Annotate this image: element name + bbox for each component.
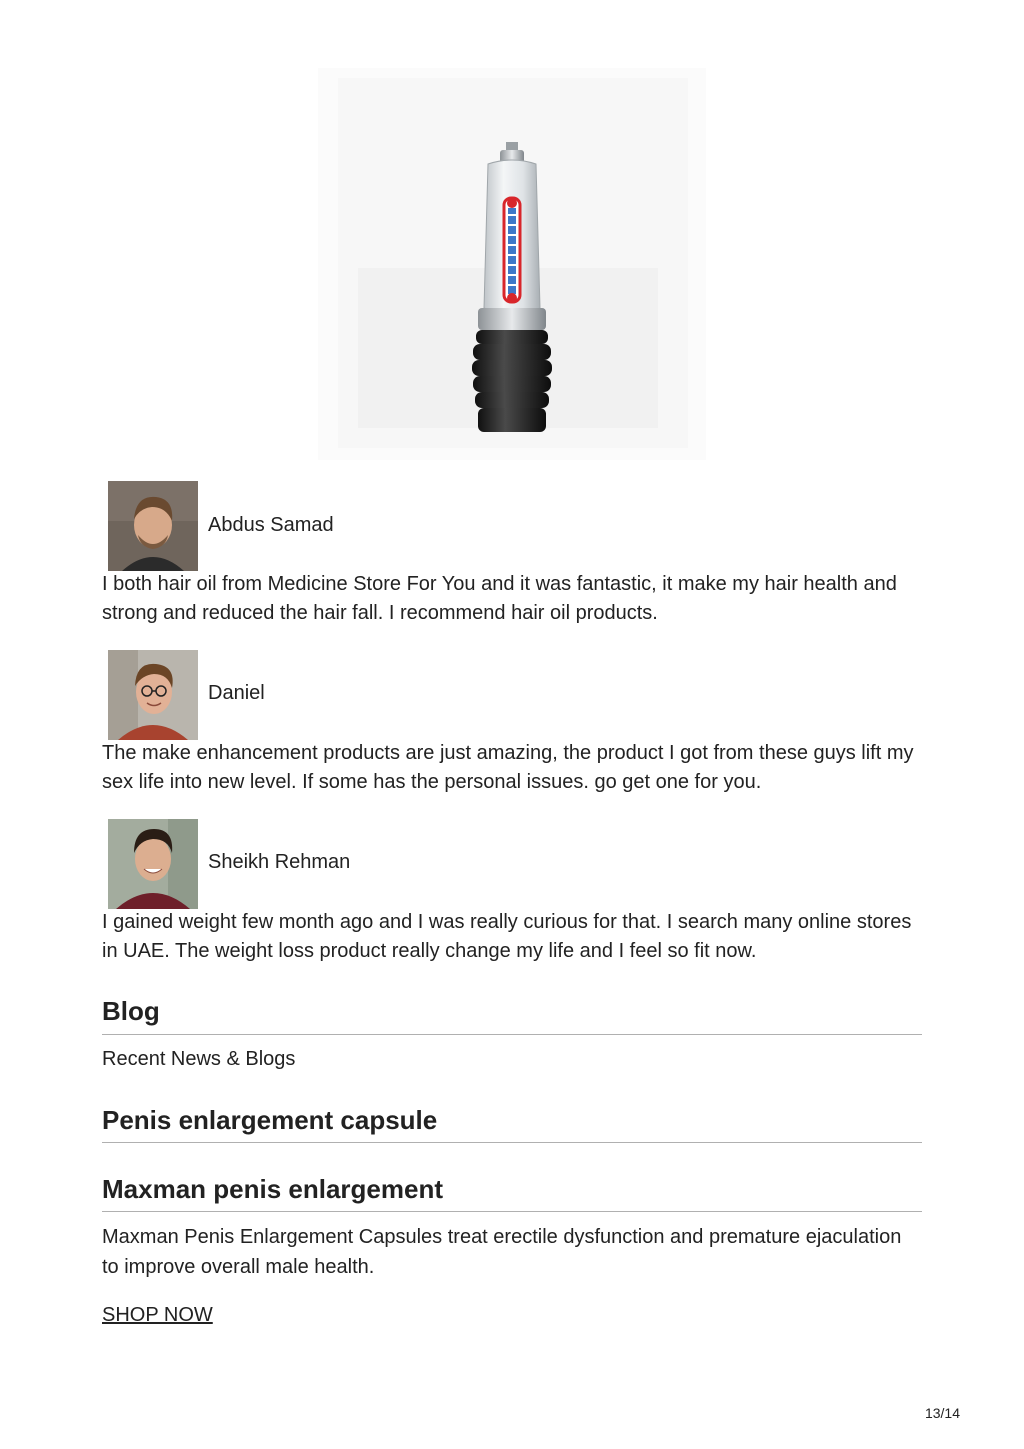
- product-title: Maxman penis enlargement: [102, 1174, 443, 1204]
- reviewer-avatar: [108, 650, 198, 740]
- page-number: 13/14: [924, 1405, 960, 1421]
- reviewer-avatar: [108, 481, 198, 571]
- avatar-photo-icon: [108, 650, 198, 740]
- reviewer-name: Abdus Samad: [208, 514, 334, 536]
- reviewer-avatar: [108, 819, 198, 909]
- divider: [102, 1142, 922, 1143]
- blog-heading: Blog: [102, 996, 160, 1026]
- post-title: Penis enlargement capsule: [102, 1105, 438, 1135]
- review-text: I both hair oil from Medicine Store For You and it was fantastic, it make my hair health and strong and reduced the hair fall. I recommend hair oil products.: [102, 573, 897, 624]
- divider: [102, 1034, 922, 1035]
- product-image: [318, 68, 706, 460]
- divider: [102, 1211, 922, 1212]
- avatar-photo-icon: [108, 819, 198, 909]
- product-description: Maxman Penis Enlargement Capsules treat erectile dysfunction and premature ejaculation to improve overall male health.: [102, 1226, 902, 1278]
- blog-subheading: Recent News & Blogs: [102, 1048, 296, 1070]
- review-text: The make enhancement products are just amazing, the product I got from these guys lift my sex life into new level. If some has the personal issues. go get one for you.: [102, 742, 914, 793]
- hydro-pump-icon: [318, 68, 706, 460]
- review-text: I gained weight few month ago and I was really curious for that. I search many online stores in UAE. The weight loss product really change my life and I feel so fit now.: [102, 911, 912, 962]
- shop-now-link[interactable]: SHOP NOW: [102, 1304, 213, 1326]
- reviewer-name: Sheikh Rehman: [208, 851, 351, 873]
- avatar-photo-icon: [108, 481, 198, 571]
- reviewer-name: Daniel: [208, 682, 265, 704]
